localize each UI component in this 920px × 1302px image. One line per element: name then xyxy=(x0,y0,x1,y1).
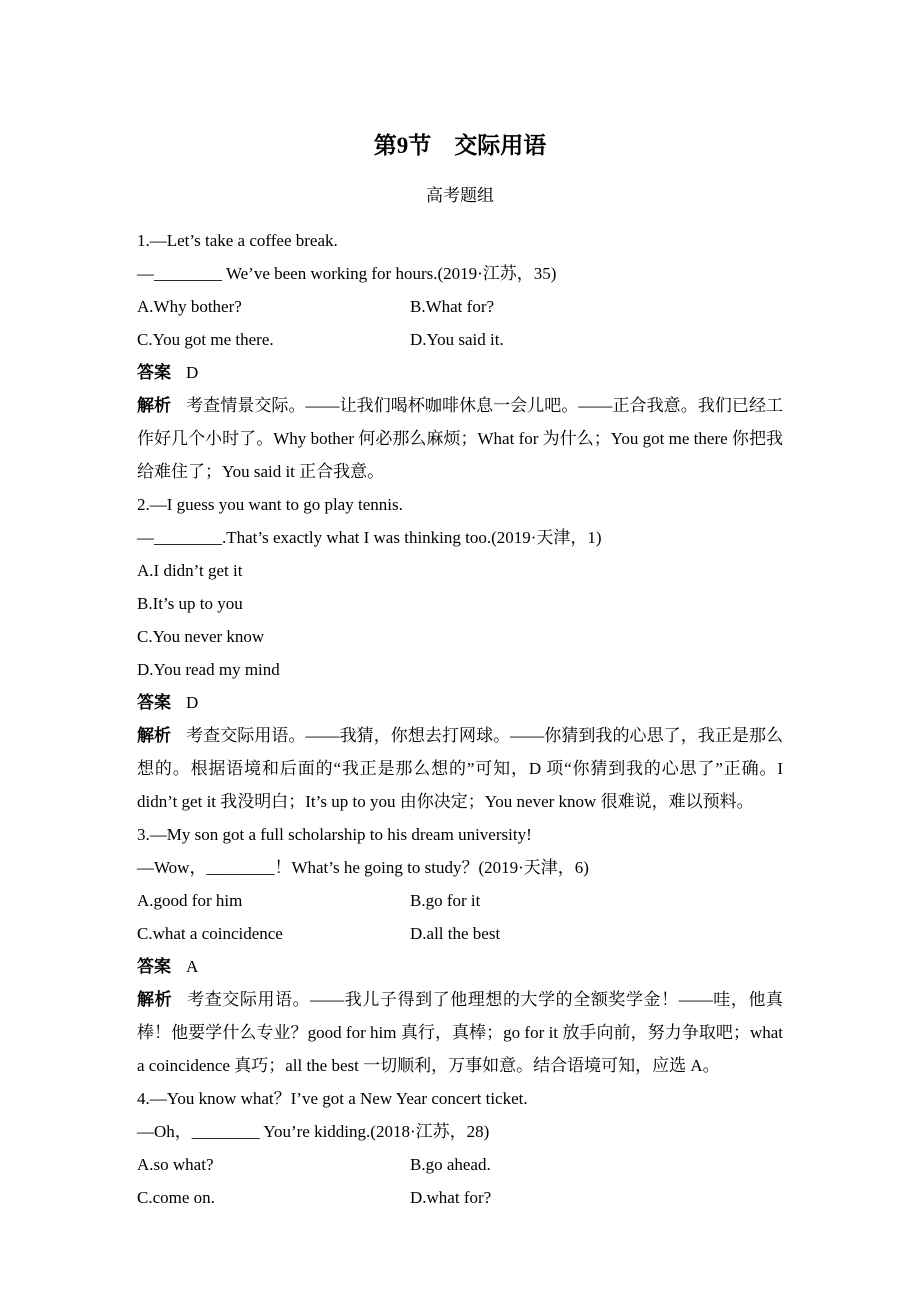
question-4-option-b: B.go ahead. xyxy=(410,1155,491,1174)
question-2-option-a: A.I didn’t get it xyxy=(137,561,243,580)
question-1-stem-line-1: 1.—Let’s take a coffee break. xyxy=(137,231,338,250)
question-3-option-a: A.good for him xyxy=(137,891,243,910)
question-3-analysis-text: 考查交际用语。——我儿子得到了他理想的大学的全额奖学金！——哇，他真棒！他要学什么专业？good for him 真行，真棒；go for it 放手向前，努力争取吧；what a coincidence 真巧；all the best 一切顺利，万事如意。结合语境可知，应选 A。 xyxy=(137,990,784,1075)
question-1-option-c: C.You got me there. xyxy=(137,330,274,349)
question-1-option-d: D.You said it. xyxy=(410,330,504,349)
question-3-option-b: B.go for it xyxy=(410,891,481,910)
question-2-option-c: C.You never know xyxy=(137,627,265,646)
question-1 xyxy=(137,224,783,488)
answer-label: 答案 xyxy=(137,363,171,382)
question-2-option-d: D.You read my mind xyxy=(137,660,280,679)
answer-label: 答案 xyxy=(137,957,171,976)
question-3-answer-value: A xyxy=(186,957,199,976)
question-2-stem-line-2: —________.That’s exactly what I was thinking too.(2019·天津，1) xyxy=(137,528,602,547)
section-subtitle: 高考题组 xyxy=(426,186,494,205)
question-2-answer-line xyxy=(137,686,783,719)
question-1-option-a: A.Why bother? xyxy=(137,297,242,316)
question-4-option-a: A.so what? xyxy=(137,1155,214,1174)
question-4-options xyxy=(137,1148,783,1214)
question-3-option-d: D.all the best xyxy=(410,924,501,943)
question-1-option-b: B.What for? xyxy=(410,297,495,316)
question-1-answer-line xyxy=(137,356,783,389)
question-4-option-c: C.come on. xyxy=(137,1188,215,1207)
question-3-stem-line-2: —Wow，________！What’s he going to study？(2019·天津，6) xyxy=(137,858,589,877)
question-3 xyxy=(137,818,783,1082)
question-4-option-d: D.what for? xyxy=(410,1188,492,1207)
question-3-options xyxy=(137,884,783,950)
question-2-stem-line-1: 2.—I guess you want to go play tennis. xyxy=(137,495,403,514)
answer-label: 答案 xyxy=(137,693,171,712)
question-2-analysis xyxy=(137,719,783,818)
question-3-answer-line xyxy=(137,950,783,983)
analysis-label: 解析 xyxy=(137,726,172,745)
analysis-label: 解析 xyxy=(137,990,173,1009)
question-3-analysis xyxy=(137,983,783,1082)
question-2-answer-value: D xyxy=(186,693,199,712)
page-title: 第9节 交际用语 xyxy=(373,133,547,158)
question-1-answer-value: D xyxy=(186,363,199,382)
question-4 xyxy=(137,1082,783,1214)
question-1-options xyxy=(137,290,783,356)
question-3-stem-line-1: 3.—My son got a full scholarship to his dream university! xyxy=(137,825,532,844)
question-4-stem-line-2: —Oh，________ You’re kidding.(2018·江苏，28) xyxy=(137,1122,490,1141)
question-2-option-b: B.It’s up to you xyxy=(137,594,243,613)
question-1-analysis-text: 考查情景交际。——让我们喝杯咖啡休息一会儿吧。——正合我意。我们已经工作好几个小时了。Why bother 何必那么麻烦；What for 为什么；You got me there 你把我给难住了；You said it 正合我意。 xyxy=(137,396,784,481)
question-3-option-c: C.what a coincidence xyxy=(137,924,283,943)
question-1-stem-line-2: —________ We’ve been working for hours.(2019·江苏，35) xyxy=(137,264,557,283)
question-2-analysis-text: 考查交际用语。——我猜，你想去打网球。——你猜到我的心思了，我正是那么想的。根据语境和后面的“我正是那么想的”可知，D 项“你猜到我的心思了”正确。I didn’t get it 我没明白；It’s up to you 由你决定；You never know 很难说，难以预料。 xyxy=(137,726,784,811)
question-1-analysis xyxy=(137,389,783,488)
question-4-stem-line-1: 4.—You know what？I’ve got a New Year concert ticket. xyxy=(137,1089,528,1108)
question-2 xyxy=(137,488,783,818)
analysis-label: 解析 xyxy=(137,396,172,415)
